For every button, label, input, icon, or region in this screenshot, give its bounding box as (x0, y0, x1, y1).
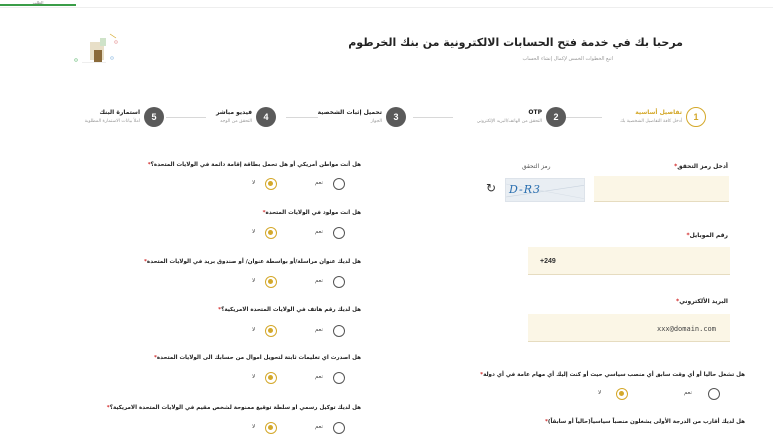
us-citizen-no-label: لا (252, 180, 256, 186)
us-poa-no-radio[interactable] (265, 422, 277, 434)
us-poa-no-label: لا (252, 424, 256, 430)
us-question-transfers: هل اصدرت اي تعليمات ثابتة لتحويل اموال من حسابك الى الولايات المتحدة* (153, 355, 361, 361)
us-citizen-no-radio[interactable] (265, 178, 277, 190)
captcha-label: أدخل رمز التحقق* (674, 163, 728, 170)
step-connector (413, 117, 453, 118)
captcha-text: D-R3 (509, 183, 542, 196)
step-title: تفاصيل أساسية (635, 109, 682, 116)
us-born-radio-group (250, 227, 360, 239)
us-address-yes-radio[interactable] (333, 276, 345, 288)
step-number: 4 (256, 107, 276, 127)
step-number: 2 (546, 107, 566, 127)
political-no-label: لا (598, 390, 602, 396)
step-subtitle: التحقق من الهاتف/البريد الإلكتروني (476, 119, 542, 124)
us-poa-yes-label: نعم (315, 424, 323, 430)
page-title: مرحبا بك في خدمة فتح الحسابات الالكترونية من بنك الخرطوم (348, 36, 683, 49)
us-address-yes-label: نعم (315, 278, 323, 284)
political-yes-radio[interactable] (708, 388, 720, 400)
us-transfers-yes-radio[interactable] (333, 372, 345, 384)
mobile-input[interactable] (528, 247, 730, 275)
page-subtitle: اتبع الخطوات الخمس لإكمال إنشاء الحساب (522, 56, 613, 62)
step-id-upload[interactable] (317, 102, 408, 136)
us-born-yes-radio[interactable] (333, 227, 345, 239)
us-poa-radio-group (250, 422, 360, 434)
step-basic-details[interactable] (608, 102, 708, 136)
step-connector (286, 117, 318, 118)
document-illustration (70, 32, 122, 68)
top-tab[interactable] (0, 0, 76, 6)
us-address-radio-group (250, 276, 360, 288)
political-radio-group (590, 388, 730, 400)
us-phone-yes-label: نعم (315, 327, 323, 333)
relatives-question: هل لديك أقارب من الدرجة الأولى يشغلون منصباً سياسياً(حالياً أو سابقاً)* (544, 419, 745, 425)
step-bank-form[interactable] (78, 102, 166, 136)
mobile-label: رقم الموبايل* (686, 232, 728, 239)
us-poa-yes-radio[interactable] (333, 422, 345, 434)
step-title: استمارة البنك (99, 109, 140, 116)
political-question: هل تشغل حاليا أو أي وقت سابق أي منصب سياسي حيث أو كنت إليك أي مهام عامة في أي دولة* (480, 372, 745, 378)
step-subtitle: أدخل كافة التفاصيل الشخصية بك (620, 119, 682, 124)
us-address-no-label: لا (252, 278, 256, 284)
step-number: 5 (144, 107, 164, 127)
email-placeholder: xxx@domain.com (656, 325, 716, 333)
progress-stepper (48, 102, 708, 136)
email-input[interactable] (528, 314, 730, 342)
step-title: OTP (528, 109, 542, 116)
us-citizen-yes-label: نعم (315, 180, 323, 186)
step-subtitle: املأ بيانات الاستمارة المطلوبة (84, 119, 140, 124)
us-question-poa: هل لديك توكيل رسمي او سلطة توقيع ممنوحة لشخص مقيم في الولايات المتحدة الامريكية؟* (106, 405, 361, 411)
us-citizen-yes-radio[interactable] (333, 178, 345, 190)
step-connector (166, 117, 206, 118)
step-otp[interactable] (458, 102, 580, 136)
us-phone-radio-group (250, 325, 360, 337)
step-subtitle: الجواز (370, 119, 382, 124)
us-born-no-radio[interactable] (265, 227, 277, 239)
us-phone-no-radio[interactable] (265, 325, 277, 337)
step-title: فيديو مباشر (216, 109, 252, 116)
us-phone-no-label: لا (252, 327, 256, 333)
us-question-citizen: هل أنت مواطن أمريكي أو هل تحمل بطاقة إقامة دائمة في الولايات المتحدة؟* (147, 162, 361, 168)
step-number: 1 (686, 107, 706, 127)
us-address-no-radio[interactable] (265, 276, 277, 288)
political-yes-label: نعم (684, 390, 692, 396)
us-born-yes-label: نعم (315, 229, 323, 235)
political-no-radio[interactable] (616, 388, 628, 400)
us-citizen-radio-group (250, 178, 360, 190)
top-tab-label: الطلب (32, 0, 44, 5)
us-born-no-label: لا (252, 229, 256, 235)
us-phone-yes-radio[interactable] (333, 325, 345, 337)
us-question-address: هل لديك عنوان مراسلة/أو بواسطة عنوان/ أو صندوق بريد في الولايات المتحدة* (143, 259, 361, 265)
top-bar (0, 0, 773, 8)
us-transfers-yes-label: نعم (315, 374, 323, 380)
us-question-phone: هل لديك رقم هاتف في الولايات المتحدة الامريكية؟* (218, 307, 361, 313)
step-subtitle: التحقق من الوجه (220, 119, 252, 124)
us-transfers-radio-group (250, 372, 360, 384)
mobile-value: +249 (540, 258, 556, 265)
captcha-caption: رمز التحقق (522, 163, 551, 170)
us-question-born: هل انت مولود في الولايات المتحدة* (262, 210, 361, 216)
step-title: تحميل إثبات الشخصية (317, 109, 382, 116)
captcha-input[interactable] (594, 176, 729, 202)
step-live-video[interactable] (208, 102, 286, 136)
refresh-icon[interactable]: ↻ (486, 181, 497, 195)
email-label: البريد الألكتروني* (676, 298, 728, 305)
us-transfers-no-radio[interactable] (265, 372, 277, 384)
step-number: 3 (386, 107, 406, 127)
us-transfers-no-label: لا (252, 374, 256, 380)
captcha-image (505, 178, 585, 202)
